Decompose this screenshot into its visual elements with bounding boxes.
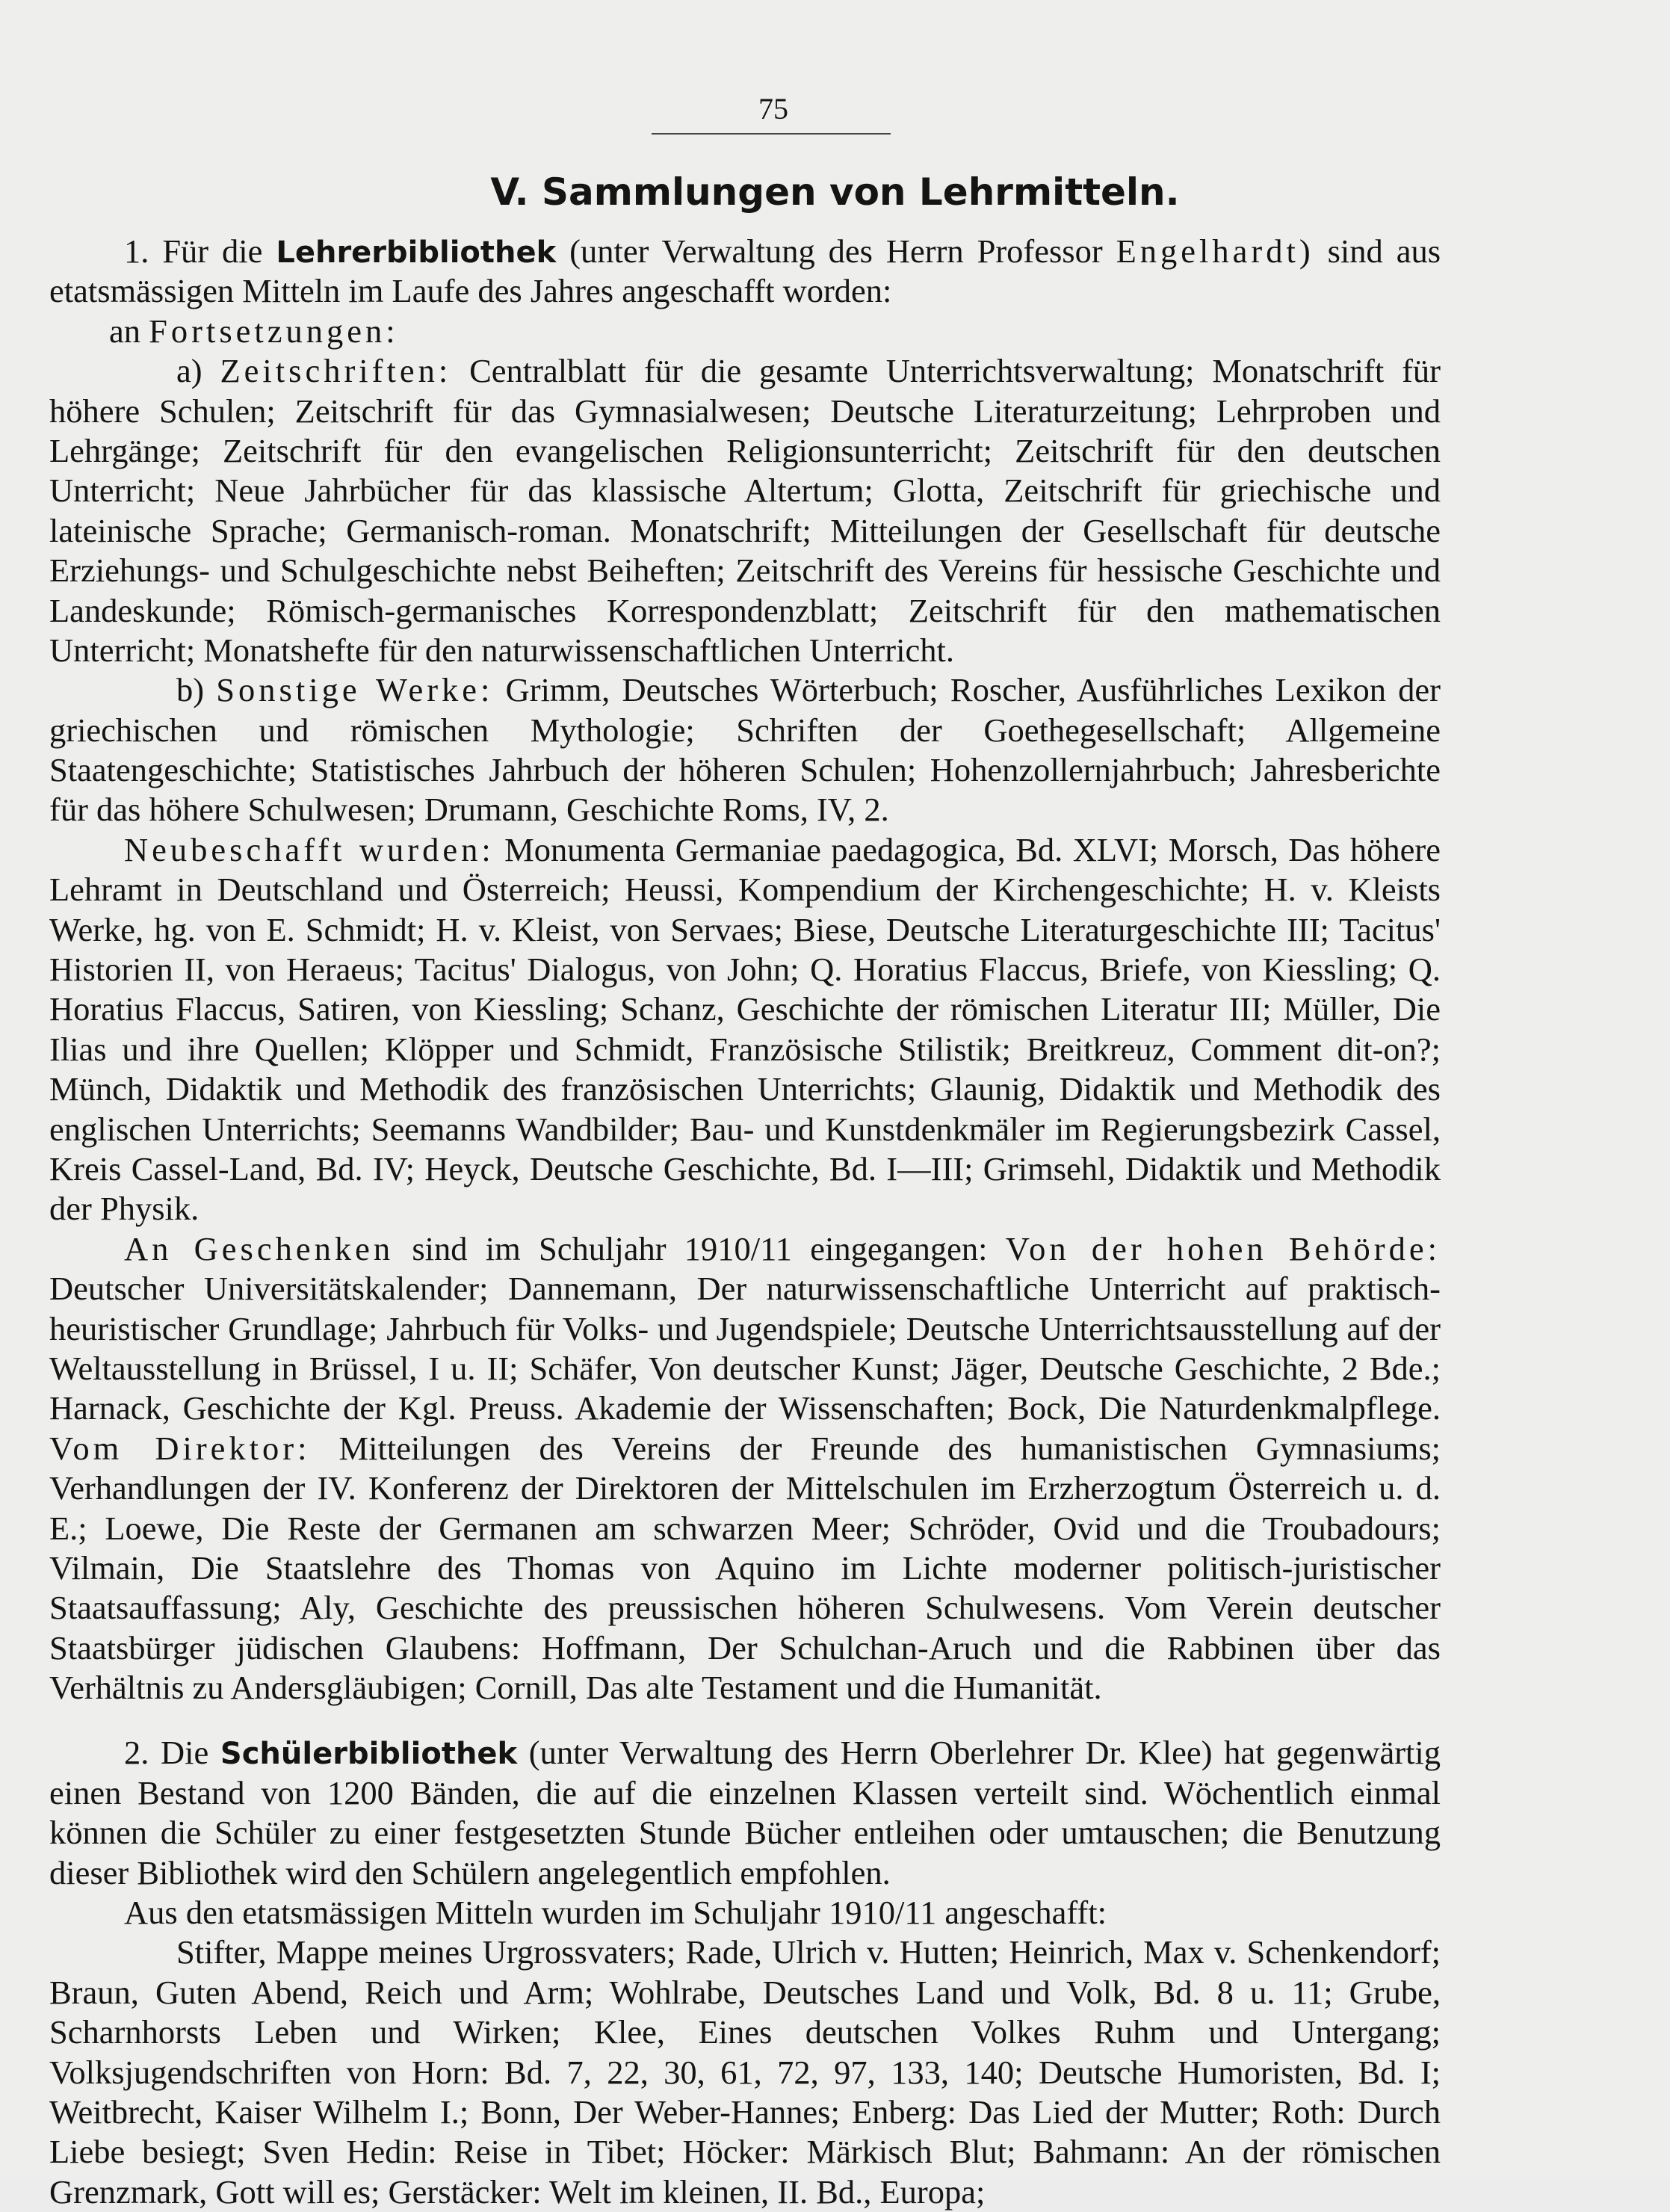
text-run: an	[109, 312, 149, 350]
text-run: Grimm, Deutsches Wörterbuch; Roscher, Ausführliches Lexikon der griechischen und römischen Mythologie; Schriften der Goethegesellschaft; Allgemeine Staatengeschichte; Statistisches Jahrbuch der höheren Schulen; Hohenzollernjahrbuch; Jahresberichte für das höhere Schulwesen; Drumann, Geschichte Roms, IV, 2.	[49, 671, 1441, 829]
spaced-heading: Neubeschafft wurden:	[124, 830, 495, 868]
bold-term: Schülerbibliothek	[220, 1737, 518, 1772]
spaced-heading: An Geschenken	[124, 1229, 395, 1267]
header-rule	[652, 133, 891, 135]
page-number: 75	[758, 92, 788, 126]
section-heading: V. Sammlungen von Lehrmitteln.	[490, 170, 1180, 214]
spaced-heading: Sonstige Werke:	[216, 671, 494, 709]
paragraph-sonstige-werke	[49, 670, 1441, 830]
bold-term: Lehrerbibliothek	[276, 235, 557, 270]
paragraph-lehrerbibliothek	[49, 232, 1441, 312]
body-text	[49, 232, 1441, 2212]
section-number: 1.	[124, 232, 149, 270]
paragraph-neubeschafft	[49, 830, 1441, 1229]
paragraph-fortsetzungen	[49, 312, 1441, 351]
paragraph-geschenke	[49, 1229, 1441, 1708]
text-run: Die	[161, 1734, 220, 1772]
text-run: Für die	[162, 232, 276, 270]
paragraph-book-list: Stifter, Mappe meines Urgrossvaters; Rade, Ulrich v. Hutten; Heinrich, Max v. Schenkendorf; Braun, Guten Abend, Reich und Arm; Wohlrabe, Deutsches Land und Volk, Bd. 8 u. 11; Grube, Scharnhorsts Leben und Wirken; Klee, Eines deutschen Volkes Ruhm und Untergang; Volksjugendschriften von Horn: Bd. 7, 22, 30, 61, 72, 97, 133, 140; Deutsche Humoristen, Bd. I; Weitbrecht, Kaiser Wilhelm I.; Bonn, Der Weber-Hannes; Enberg: Das Lied der Mutter; Roth: Durch Liebe besiegt; Sven Hedin: Reise in Tibet; Höcker: Märkisch Blut; Bahmann: An der römischen Grenzmark, Gott will es; Gerstäcker: Welt im kleinen, II. Bd., Europa;	[49, 1933, 1441, 2211]
spaced-heading: Von der hohen Behörde:	[1005, 1229, 1441, 1267]
text-run: Monumenta Germaniae paedagogica, Bd. XLVI; Morsch, Das höhere Lehramt in Deutschland und Österreich; Heussi, Kompendium der Kirchengeschichte; H. v. Kleists Werke, hg. von E. Schmidt; H. v. Kleist, von Servaes; Biese, Deutsche Literaturgeschichte III; Tacitus' Historien II, von Heraeus; Tacitus' Dialogus, von John; Q. Horatius Flaccus, Briefe, von Kiessling; Q. Horatius Flaccus, Satiren, von Kiessling; Schanz, Geschichte der römischen Literatur III; Müller, Die Ilias und ihre Quellen; Klöpper und Schmidt, Französische Stilistik; Breitkreuz, Comment dit-on?; Münch, Didaktik und Methodik des französischen Unterrichts; Glaunig, Didaktik und Methodik des englischen Unterrichts; Seemanns Wandbilder; Bau- und Kunstdenkmäler im Regierungsbezirk Cassel, Kreis Cassel-Land, Bd. IV; Heyck, Deutsche Geschichte, Bd. I—III; Grimsehl, Didaktik und Methodik der Physik.	[49, 830, 1441, 1228]
text-run: Mitteilungen des Vereins der Freunde des humanistischen Gymnasiums; Verhandlungen der IV. Konferenz der Direktoren der Mittelschulen im Erzherzogtum Österreich u. d. E.; Loewe, Die Reste der Germanen am schwarzen Meer; Schröder, Ovid und die Troubadours; Vilmain, Die Staatslehre des Thomas von Aquino im Lichte moderner politisch-juristischer Staatsauffassung; Aly, Geschichte des preussischen höheren Schulwesens. Vom Verein deutscher Staatsbürger jüdischen Glaubens: Hoffmann, Der Schulchan-Aruch und die Rabbinen über das Verhältnis zu Andersgläubigen; Cornill, Das alte Testament und die Humanität.	[49, 1429, 1441, 1707]
paragraph-etat: Aus den etatsmässigen Mitteln wurden im Schuljahr 1910/11 angeschafft:	[124, 1894, 1107, 1932]
text-run: (unter Verwaltung des Herrn Professor	[556, 232, 1116, 270]
text-run: Centralblatt für die gesamte Unterrichtsverwaltung; Monatschrift für höhere Schulen; Zeitschrift für das Gymnasialwesen; Deutsche Literaturzeitung; Lehrproben und Lehrgänge; Zeitschrift für den evangelischen Religionsunterricht; Zeitschrift für den deutschen Unterricht; Neue Jahrbücher für das klassische Altertum; Glotta, Zeitschrift für griechische und lateinische Sprache; Germanisch-roman. Monatschrift; Mitteilungen der Gesellschaft für deutsche Erziehungs- und Schulgeschichte nebst Beiheften; Zeitschrift des Vereins für hessische Geschichte und Landeskunde; Römisch-germanisches Korrespondenzblatt; Zeitschrift für den mathematischen Unterricht; Monatshefte für den naturwissenschaftlichen Unterricht.	[49, 352, 1441, 669]
spaced-heading: Vom Direktor:	[49, 1429, 311, 1467]
paragraph-schuelerbibliothek	[49, 1733, 1441, 1893]
paragraph-zeitschriften	[49, 351, 1441, 670]
text-run: (unter Verwaltung des Herrn Oberlehrer Dr. Klee) hat gegenwärtig einen Bestand von 1200 Bänden, die auf die einzelnen Klassen verteilt sind. Wöchentlich einmal können die Schüler zu einer festgesetzten Stunde Bücher entleihen oder umtauschen; die Benutzung dieser Bibliothek wird den Schülern angelegentlich empfohlen.	[49, 1734, 1441, 1891]
section-number: 2.	[124, 1734, 149, 1772]
spaced-heading: Zeitschriften:	[220, 352, 452, 390]
spaced-name: Engelhardt)	[1116, 232, 1314, 270]
item-label: b)	[176, 671, 217, 709]
text-run: sind im Schuljahr 1910/11 eingegangen:	[394, 1229, 1006, 1267]
spaced-heading: Fortsetzungen:	[149, 312, 399, 350]
text-run: Deutscher Universitätskalender; Dannemann, Der naturwissenschaftliche Unterricht auf praktisch-heuristischer Grundlage; Jahrbuch für Volks- und Jugendspiele; Deutsche Unterrichtsausstellung auf der Weltausstellung in Brüssel, I u. II; Schäfer, Von deutscher Kunst; Jäger, Deutsche Geschichte, 2 Bde.; Harnack, Geschichte der Kgl. Preuss. Akademie der Wissenschaften; Bock, Die Naturdenkmalpflege.	[49, 1270, 1441, 1427]
text-run: sind aus etatsmässigen Mitteln im Laufe des Jahres angeschafft worden:	[49, 232, 1441, 310]
item-label: a)	[176, 352, 220, 390]
